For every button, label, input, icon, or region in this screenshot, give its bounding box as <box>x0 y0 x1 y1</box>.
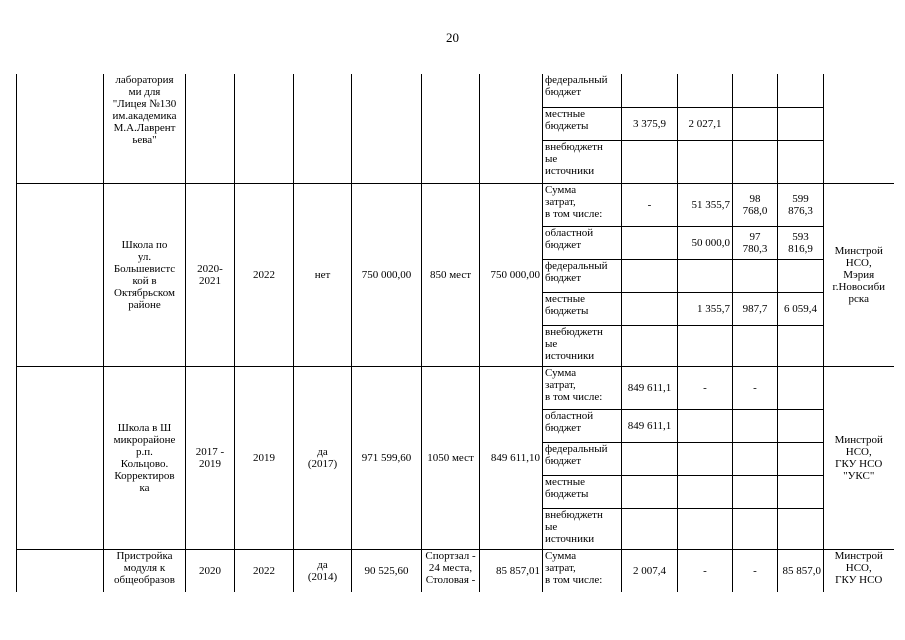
value-cell: 85 857,0 <box>778 549 824 592</box>
capacity: Спортзал - 24 места, Столовая - <box>422 549 480 592</box>
responsible-org: Минстрой НСО, ГКУ НСО "УКС" <box>824 366 894 549</box>
responsible-org: Минстрой НСО, Мэрия г.Новосиби рска <box>824 183 894 366</box>
source-total: Сумма затрат, в том числе: <box>543 183 622 226</box>
value-cell: - <box>678 366 733 409</box>
estimated-cost: 90 525,60 <box>352 549 422 592</box>
start-year: 2020- 2021 <box>186 183 235 366</box>
object-name: Пристройка модуля к общеобразов <box>104 549 186 592</box>
value-cell: 51 355,7 <box>678 183 733 226</box>
value-cell: - <box>733 549 778 592</box>
source-federal: федеральный бюджет <box>543 442 622 475</box>
value-cell: - <box>678 549 733 592</box>
end-year: 2022 <box>235 549 294 592</box>
source-total: Сумма затрат, в том числе: <box>543 366 622 409</box>
value-cell: 6 059,4 <box>778 292 824 325</box>
value-cell: 98 768,0 <box>733 183 778 226</box>
capacity: 850 мест <box>422 183 480 366</box>
source-regional: областной бюджет <box>543 226 622 259</box>
source-regional: областной бюджет <box>543 409 622 442</box>
object-name: лаборатория ми для "Лицея №130 им.академика М.А.Лаврент ьева" <box>104 74 186 183</box>
value-cell: 2 007,4 <box>622 549 678 592</box>
value-cell: 2 027,1 <box>678 107 733 140</box>
page-number: 20 <box>446 30 459 45</box>
funding-amount: 849 611,10 <box>480 366 543 549</box>
design-status: да (2017) <box>294 366 352 549</box>
value-cell: 849 611,1 <box>622 409 678 442</box>
source-federal: федеральный бюджет <box>543 74 622 107</box>
budget-table <box>16 74 894 592</box>
source-federal: федеральный бюджет <box>543 259 622 292</box>
design-status: нет <box>294 183 352 366</box>
value-cell: 97 780,3 <box>733 226 778 259</box>
end-year: 2022 <box>235 183 294 366</box>
source-local: местные бюджеты <box>543 292 622 325</box>
value-cell: 987,7 <box>733 292 778 325</box>
capacity: 1050 мест <box>422 366 480 549</box>
source-local: местные бюджеты <box>543 107 622 140</box>
design-status: да (2014) <box>294 549 352 592</box>
empty-cell <box>17 74 104 183</box>
source-extra: внебюджетн ые источники <box>543 508 622 549</box>
value-cell: - <box>733 366 778 409</box>
funding-amount: 750 000,00 <box>480 183 543 366</box>
value-cell: 1 355,7 <box>678 292 733 325</box>
value-cell: 849 611,1 <box>622 366 678 409</box>
source-total: Сумма затрат, в том числе: <box>543 549 622 592</box>
value-cell: 3 375,9 <box>622 107 678 140</box>
value-cell: 593 816,9 <box>778 226 824 259</box>
start-year: 2017 - 2019 <box>186 366 235 549</box>
estimated-cost: 750 000,00 <box>352 183 422 366</box>
funding-amount: 85 857,01 <box>480 549 543 592</box>
object-name: Школа в Ш микрорайоне р.п. Кольцово. Корректиров ка <box>104 366 186 549</box>
start-year: 2020 <box>186 549 235 592</box>
value-cell: - <box>622 183 678 226</box>
value-cell: 599 876,3 <box>778 183 824 226</box>
end-year: 2019 <box>235 366 294 549</box>
value-cell: 50 000,0 <box>678 226 733 259</box>
source-local: местные бюджеты <box>543 475 622 508</box>
estimated-cost: 971 599,60 <box>352 366 422 549</box>
source-extra: внебюджетн ые источники <box>543 140 622 183</box>
object-name: Школа по ул. Большевистс кой в Октябрьском районе <box>104 183 186 366</box>
responsible-org: Минстрой НСО, ГКУ НСО <box>824 549 894 592</box>
source-extra: внебюджетн ые источники <box>543 325 622 366</box>
